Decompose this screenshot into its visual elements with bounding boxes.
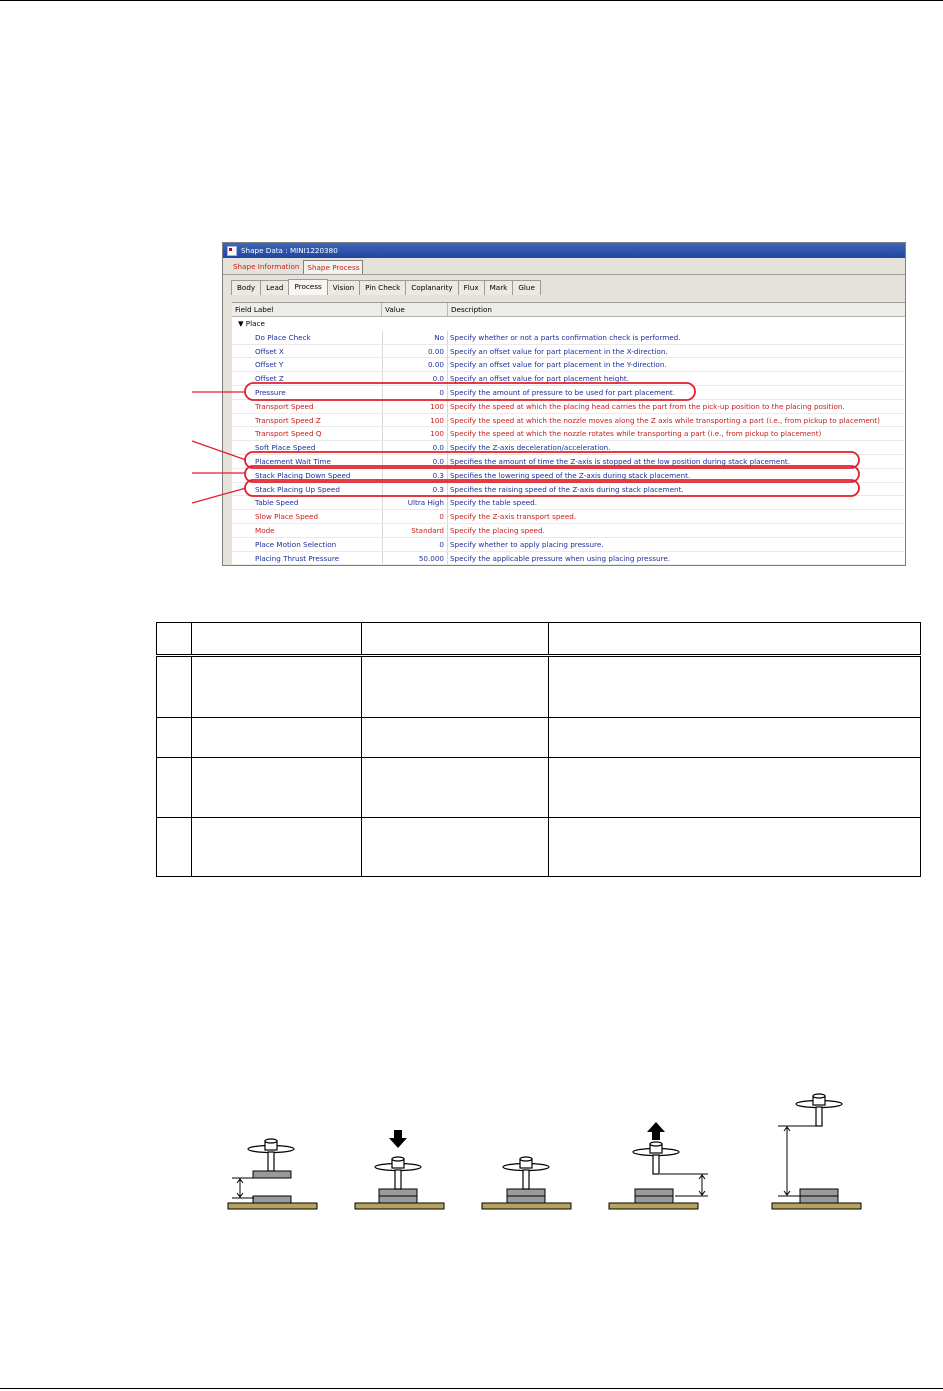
stage-3-wait [482, 1157, 571, 1209]
stage-1-approach [228, 1139, 317, 1209]
description-cell: Specify an offset value for part placement in the Y-direction. [450, 360, 667, 370]
description-cell: Specifies the raising speed of the Z-axis during stack placement. [450, 484, 684, 494]
value-cell[interactable]: 100 [382, 427, 448, 440]
field-label-cell[interactable]: Transport Speed Z [255, 415, 321, 425]
tab-flux[interactable]: Flux [458, 280, 485, 295]
description-cell: Specify the table speed. [450, 498, 538, 508]
header-value[interactable]: Value [382, 303, 448, 316]
bottom-rule [0, 1388, 943, 1389]
section-place[interactable]: ▼ Place [238, 319, 265, 328]
value-cell[interactable]: 0 [382, 386, 448, 399]
description-cell: Specify whether to apply placing pressure. [450, 539, 604, 549]
field-label-cell[interactable]: Stack Placing Up Speed [255, 484, 340, 494]
tab-vision[interactable]: Vision [327, 280, 360, 295]
description-cell: Specify an offset value for part placement in the X-direction. [450, 346, 668, 356]
tab-pin-check[interactable]: Pin Check [359, 280, 406, 295]
tab-body[interactable]: Body [231, 280, 261, 295]
value-cell[interactable]: 0 [382, 538, 448, 551]
description-cell: Specify the speed at which the placing head carries the part from the pick-up position to the placing position. [450, 401, 845, 411]
field-label-cell[interactable]: Offset Y [255, 360, 284, 370]
field-label-cell[interactable]: Table Speed [255, 498, 299, 508]
value-cell[interactable]: Ultra High [382, 496, 448, 509]
tab-coplanarity[interactable]: Coplanarity [405, 280, 458, 295]
field-label-cell[interactable]: Transport Speed Q [255, 429, 322, 439]
value-cell[interactable]: 0.00 [382, 358, 448, 371]
tab-process[interactable]: Process [288, 279, 327, 295]
field-label-cell[interactable]: Soft Place Speed [255, 443, 316, 453]
description-cell: Specifies the lowering speed of the Z-axis during stack placement. [450, 470, 691, 480]
value-cell[interactable]: 0.0 [382, 441, 448, 454]
field-label-cell[interactable]: Do Place Check [255, 332, 311, 342]
value-cell[interactable]: Standard [382, 524, 448, 537]
field-label-cell[interactable]: Place Motion Selection [255, 539, 337, 549]
field-label-cell[interactable]: Mode [255, 525, 275, 535]
value-cell[interactable]: 0.3 [382, 483, 448, 496]
description-cell: Specify the applicable pressure when using placing pressure. [450, 553, 671, 563]
field-label-cell[interactable]: Placement Wait Time [255, 456, 331, 466]
stage-4-raising [609, 1122, 708, 1209]
description-cell: Specifies the amount of time the Z-axis is stopped at the low position during stack placement. [450, 456, 790, 466]
header-description[interactable]: Description [448, 303, 906, 316]
description-cell: Specify whether or not a parts confirmation check is performed. [450, 332, 681, 342]
window-title: Shape Data : MINI1220380 [241, 246, 338, 255]
field-label-cell[interactable]: Stack Placing Down Speed [255, 470, 351, 480]
header-field-label[interactable]: Field Label [232, 303, 382, 316]
stage-5-retracted [772, 1094, 861, 1209]
field-label-cell[interactable]: Slow Place Speed [255, 512, 319, 522]
field-label-cell[interactable]: Offset Z [255, 374, 284, 384]
field-label-cell[interactable]: Offset X [255, 346, 284, 356]
up-arrow-icon [647, 1122, 665, 1140]
value-cell[interactable]: 0.00 [382, 345, 448, 358]
value-cell[interactable]: 0.0 [382, 455, 448, 468]
tab-glue[interactable]: Glue [512, 280, 541, 295]
field-label-cell[interactable]: Pressure [255, 387, 286, 397]
stage-2-lowering [355, 1130, 444, 1209]
description-cell: Specify the placing speed. [450, 525, 545, 535]
tab-shape-information[interactable]: Shape Information [233, 262, 300, 271]
description-cell: Specify the amount of pressure to be used for part placement. [450, 387, 676, 397]
value-cell[interactable]: 50.000 [382, 552, 448, 565]
description-cell: Specify the Z-axis deceleration/acceleration. [450, 443, 611, 453]
value-cell[interactable]: No [382, 331, 448, 344]
value-cell[interactable]: 0.3 [382, 469, 448, 482]
value-cell[interactable]: 0 [382, 510, 448, 523]
value-cell[interactable]: 100 [382, 400, 448, 413]
down-arrow-icon [389, 1130, 407, 1148]
field-label-cell[interactable]: Placing Thrust Pressure [255, 553, 340, 563]
description-cell: Specify the speed at which the nozzle moves along the Z axis while transporting a part (i.e., from pickup to placement) [450, 415, 880, 425]
field-label-cell[interactable]: Transport Speed [255, 401, 314, 411]
value-cell[interactable]: 100 [382, 414, 448, 427]
tab-mark[interactable]: Mark [484, 280, 514, 295]
value-cell[interactable]: 0.0 [382, 372, 448, 385]
description-cell: Specify the speed at which the nozzle rotates while transporting a part (i.e., from pickup to placement) [450, 429, 822, 439]
description-cell: Specify an offset value for part placement height. [450, 374, 630, 384]
tab-lead[interactable]: Lead [260, 280, 289, 295]
description-cell: Specify the Z-axis transport speed. [450, 512, 577, 522]
tab-shape-process[interactable]: Shape Process [303, 260, 363, 274]
